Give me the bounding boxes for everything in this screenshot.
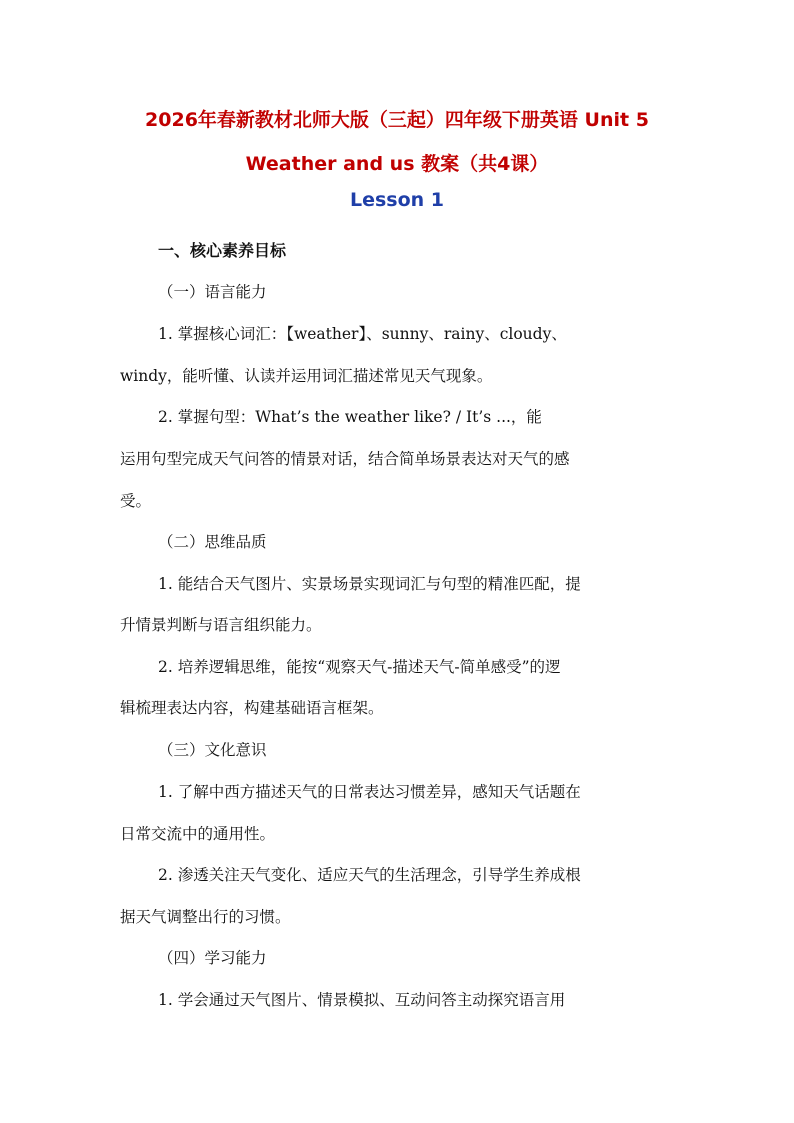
paragraph-line: 2. 掌握句型：What’s the weather like? / It’s ...，能 bbox=[158, 408, 542, 426]
paragraph-line: 升情景判断与语言组织能力。 bbox=[120, 616, 322, 634]
paragraph-line: 辑梳理表达内容，构建基础语言框架。 bbox=[120, 699, 384, 717]
paragraph-line: 1. 掌握核心词汇：【weather】、sunny、rainy、cloudy、 bbox=[158, 325, 567, 343]
paragraph-line: 据天气调整出行的习惯。 bbox=[120, 908, 291, 926]
lesson-heading: Lesson 1 bbox=[349, 189, 445, 211]
paragraph-line: 2. 渗透关注天气变化、适应天气的生活理念，引导学生养成根 bbox=[158, 866, 581, 884]
document-title-line1: 2026年春新教材北师大版（三起）四年级下册英语 Unit 5 bbox=[145, 109, 649, 131]
subheading-cultural-awareness: （三）文化意识 bbox=[158, 741, 267, 759]
subheading-language-ability: （一）语言能力 bbox=[158, 283, 267, 301]
document-title-line2: Weather and us 教案（共4课） bbox=[245, 153, 549, 175]
paragraph-line: windy，能听懂、认读并运用词汇描述常见天气现象。 bbox=[120, 367, 493, 385]
paragraph-line: 2. 培养逻辑思维，能按“观察天气-描述天气-简单感受”的逻 bbox=[158, 658, 561, 676]
subheading-learning-ability: （四）学习能力 bbox=[158, 949, 267, 967]
subheading-thinking-quality: （二）思维品质 bbox=[158, 533, 267, 551]
paragraph-line: 受。 bbox=[120, 492, 152, 510]
section-heading-core-goals: 一、核心素养目标 bbox=[158, 241, 287, 260]
paragraph-line: 运用句型完成天气问答的情景对话，结合简单场景表达对天气的感 bbox=[120, 450, 570, 468]
paragraph-line: 1. 了解中西方描述天气的日常表达习惯差异，感知天气话题在 bbox=[158, 783, 581, 801]
paragraph-line: 1. 能结合天气图片、实景场景实现词汇与句型的精准匹配，提 bbox=[158, 575, 581, 593]
paragraph-line: 1. 学会通过天气图片、情景模拟、互动问答主动探究语言用 bbox=[158, 991, 566, 1009]
paragraph-line: 日常交流中的通用性。 bbox=[120, 825, 276, 843]
